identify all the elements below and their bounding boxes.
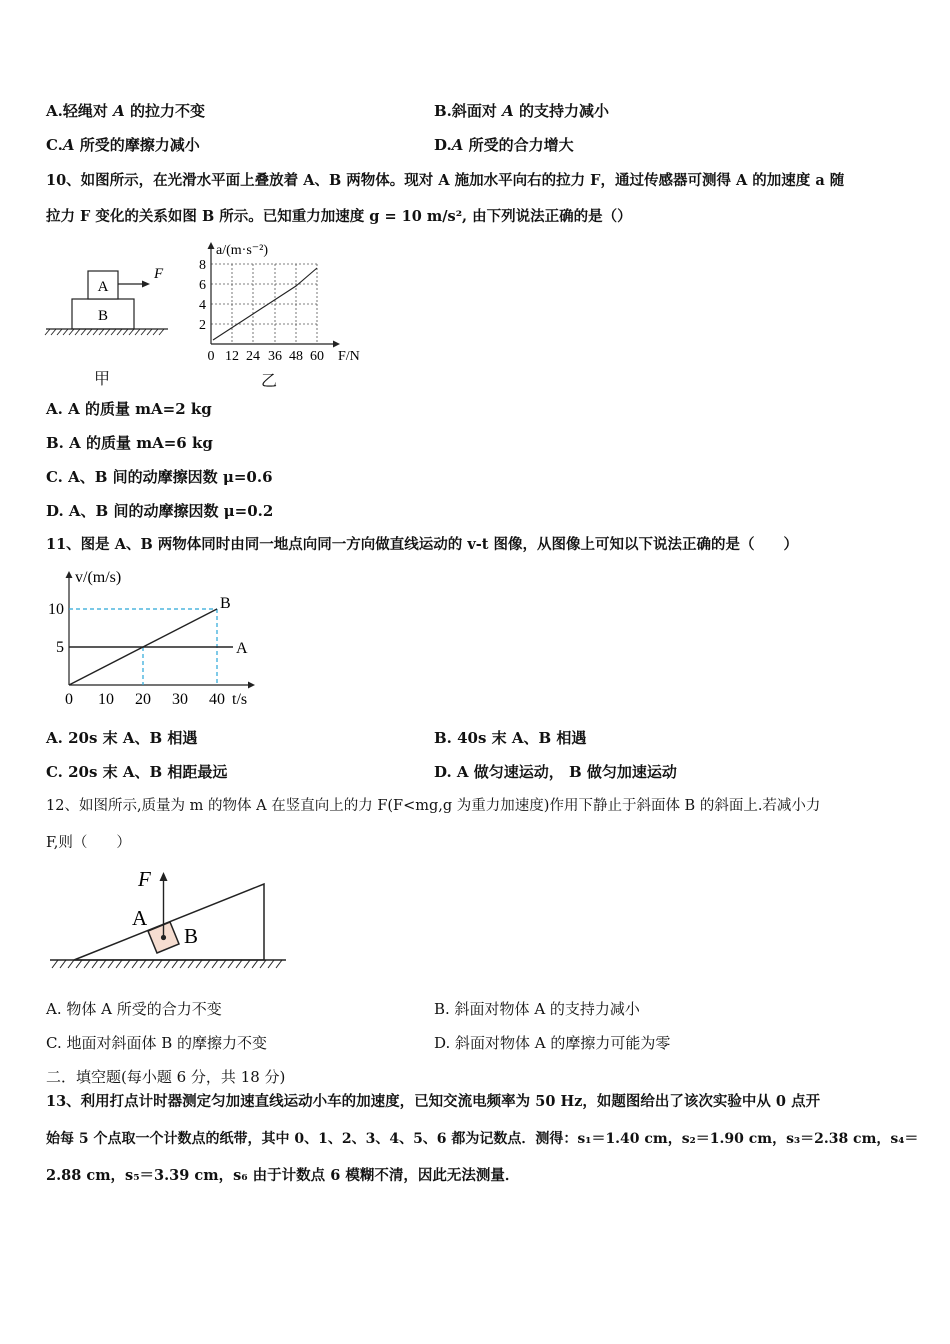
xtick-36: 36	[268, 349, 282, 364]
figure-yi-caption: 乙	[261, 371, 278, 390]
x-axis-label: F/N	[338, 349, 360, 364]
xtick-30: 30	[172, 691, 188, 708]
xtick-48: 48	[289, 349, 303, 364]
q10-option-a: A. A 的质量 mA=2 kg	[46, 400, 212, 418]
q12-figure	[46, 860, 296, 976]
q9-option-d: D.A 所受的合力增大	[434, 136, 574, 154]
q9-option-c: C.A 所受的摩擦力减小	[46, 136, 200, 154]
q11-stem: 11、图是 A、B 两物体同时由同一地点向同一方向做直线运动的 v-t 图像，从图像上可知以下说法正确的是（ ）	[46, 536, 799, 553]
force-label: F	[138, 867, 151, 891]
y-axis-arrow-icon	[66, 571, 73, 578]
xtick-20: 20	[135, 691, 151, 708]
q12-stem-line2: F,则（ ）	[46, 835, 131, 851]
q10-option-d: D. A、B 间的动摩擦因数 μ=0.2	[46, 502, 274, 520]
y-axis-label: a/(m·s⁻²)	[216, 243, 269, 258]
xtick-60: 60	[310, 349, 324, 364]
q11-option-b: B. 40s 末 A、B 相遇	[434, 729, 587, 747]
xtick-12: 12	[225, 349, 239, 364]
force-arrow-icon	[160, 872, 168, 881]
q12-option-b: B. 斜面对物体 A 的支持力减小	[434, 1000, 640, 1018]
x-axis-arrow-icon	[333, 341, 340, 348]
q10-figure-yi	[190, 238, 370, 366]
block-b-label: B	[184, 924, 199, 948]
xtick-0: 0	[65, 691, 73, 708]
q11-option-c: C. 20s 末 A、B 相距最远	[46, 763, 228, 781]
ytick-8: 8	[199, 258, 206, 273]
q10-option-b: B. A 的质量 mA=6 kg	[46, 434, 213, 452]
xtick-0: 0	[207, 349, 215, 364]
q11-option-d: D. A 做匀速运动， B 做匀加速运动	[434, 763, 677, 781]
ytick-6: 6	[199, 278, 206, 293]
x-axis-label: t/s	[232, 691, 248, 708]
q11-option-a: A. 20s 末 A、B 相遇	[46, 729, 198, 747]
ytick-4: 4	[199, 298, 206, 313]
block-a-label: A	[132, 906, 148, 930]
xtick-24: 24	[246, 349, 260, 364]
block-b-label: B	[97, 308, 109, 324]
q10-stem-line1: 10、如图所示，在光滑水平面上叠放着 A、B 两物体。现对 A 施加水平向右的拉力 F，通过传感器可测得 A 的加速度 a 随	[46, 172, 845, 189]
force-label: F	[154, 266, 164, 282]
q10-figure-jia	[40, 262, 180, 342]
y-axis-arrow-icon	[208, 242, 215, 249]
force-arrow-icon	[142, 281, 150, 288]
q12-option-a: A. 物体 A 所受的合力不变	[46, 1000, 222, 1018]
figure-jia-caption: 甲	[94, 369, 111, 388]
ytick-10: 10	[48, 601, 64, 618]
series-a-label: A	[236, 640, 248, 657]
q13-line2: 始每 5 个点取一个计数点的纸带，其中 0、1、2、3、4、5、6 都为记数点．测得：s₁＝1.40 cm，s₂＝1.90 cm，s₃＝2.38 cm，s₄＝	[46, 1131, 919, 1147]
q12-stem-line1: 12、如图所示,质量为 m 的物体 A 在竖直向上的力 F(F<mg,g 为重力加速度)作用下静止于斜面体 B 的斜面上.若减小力	[46, 798, 821, 814]
ytick-5: 5	[56, 639, 64, 656]
section-2-heading: 二．填空题(每小题 6 分，共 18 分)	[46, 1068, 286, 1086]
q9-option-a: A.轻绳对 A 的拉力不变	[46, 102, 205, 120]
q11-vt-chart	[40, 562, 270, 714]
q12-option-c: C. 地面对斜面体 B 的摩擦力不变	[46, 1034, 268, 1052]
xtick-40: 40	[209, 691, 225, 708]
q12-option-d: D. 斜面对物体 A 的摩擦力可能为零	[434, 1034, 671, 1052]
ytick-2: 2	[199, 318, 206, 333]
xtick-10: 10	[98, 691, 114, 708]
q9-option-b: B.斜面对 A 的支持力减小	[434, 102, 609, 120]
q13-line3: 2.88 cm，s₅＝3.39 cm，s₆ 由于计数点 6 模糊不清，因此无法测量．	[46, 1167, 520, 1184]
q10-option-c: C. A、B 间的动摩擦因数 μ=0.6	[46, 468, 273, 486]
q13-line1: 13、利用打点计时器测定匀加速直线运动小车的加速度，已知交流电频率为 50 Hz，如题图给出了该次实验中从 0 点开	[46, 1093, 821, 1110]
series-b-label: B	[220, 595, 231, 612]
x-axis-arrow-icon	[248, 682, 255, 689]
block-a-label: A	[97, 279, 109, 295]
q10-stem-line2: 拉力 F 变化的关系如图 B 所示。已知重力加速度 g = 10 m/s², 由下列说法正确的是（）	[46, 208, 632, 225]
y-axis-label: v/(m/s)	[75, 569, 122, 586]
